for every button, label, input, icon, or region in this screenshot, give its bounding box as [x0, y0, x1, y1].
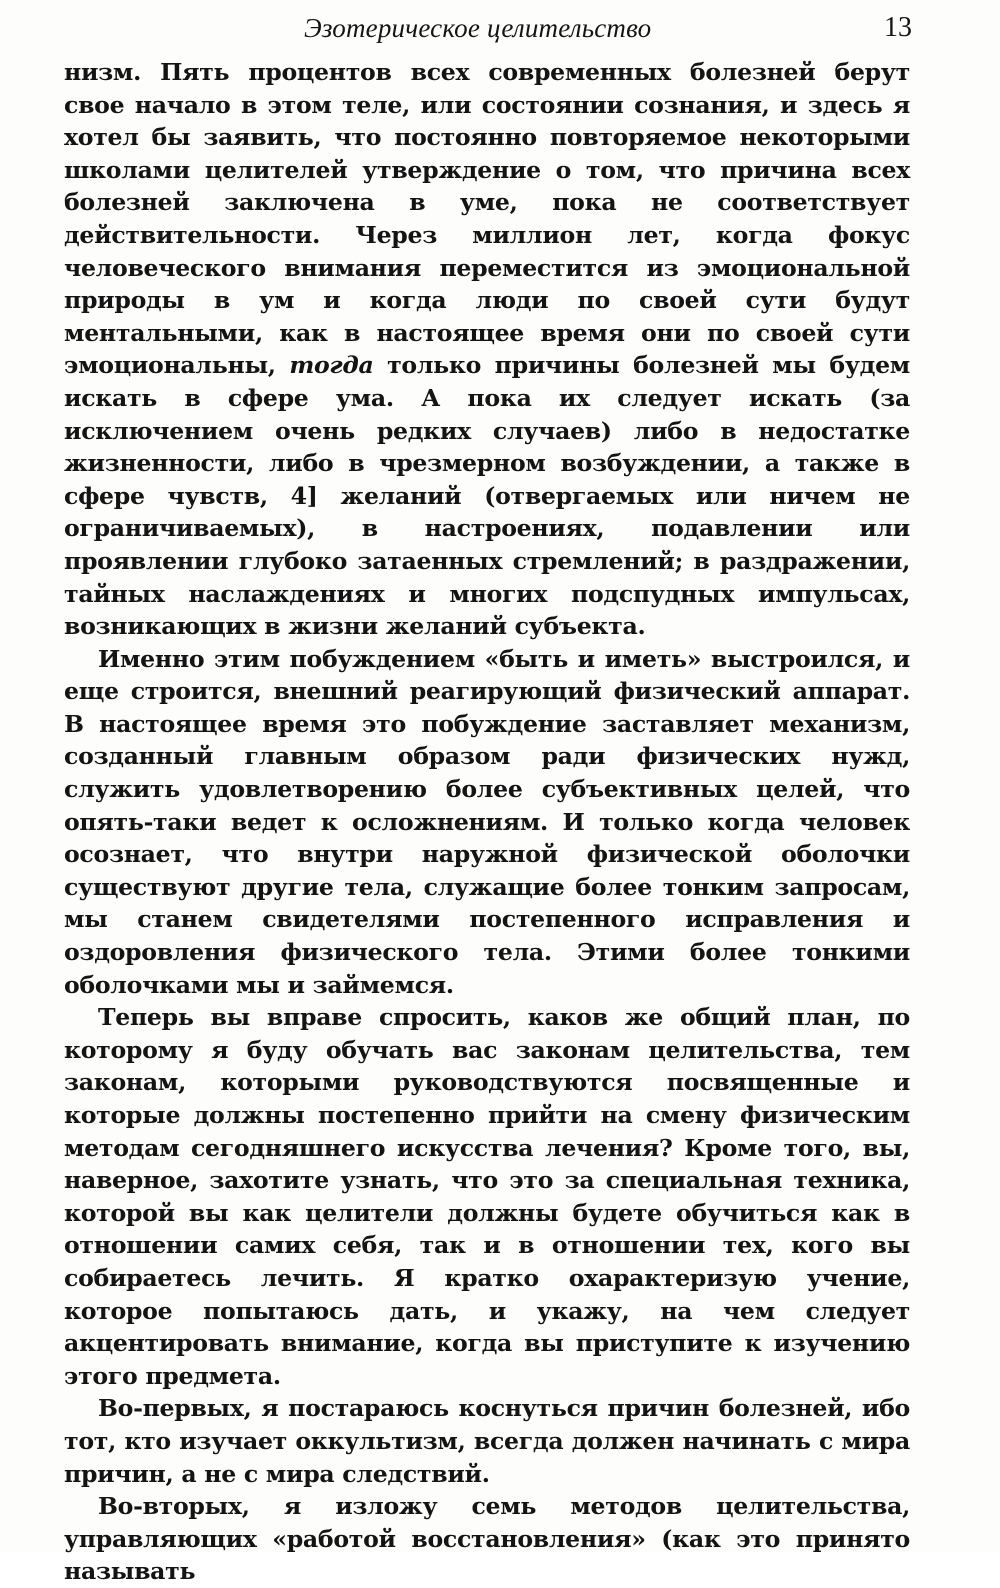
paragraph-1-part-1: низм. Пять процентов всех современных болезней берут свое начало в этом теле, или состоянии сознания, и здесь я хотел бы заявить, что постоянно повторяемое некоторыми школами целителей утверждение о том, что причина всех болезней заключена в уме, пока не соответствует действительности. Через миллион лет, когда фокус человеческого внимания переместится из эмоциональной природы в ум и когда люди по своей сути будут ментальными, как в настоящее время они по своей сути эмоциональны,: [64, 58, 910, 380]
running-title: Эзотерическое целительство: [304, 13, 652, 43]
page-number: 13: [884, 12, 912, 43]
paragraph-4: Во-первых, я постараюсь коснуться причин болезней, ибо тот, кто изучает оккультизм, всегда должен начинать с мира причин, а не с мира следствий.: [64, 1394, 910, 1488]
paragraph-1: [64, 56, 910, 643]
running-head: [0, 8, 1000, 48]
paragraph-3: Теперь вы вправе спросить, каков же общий план, по которому я буду обучать вас законам целительства, тем законам, которыми руководствуются посвященные и которые должны постепенно прийти на смену физическим методам сегодняшнего искусства лечения? Кроме того, вы, наверное, захотите узнать, что это за специальная техника, которой вы как целители должны будете обучиться как в отношении самих себя, так и в отношении тех, кого вы собираетесь лечить. Я кратко охарактеризую учение, которое попытаюсь дать, и укажу, на чем следует акцентировать внимание, когда вы приступите к изучению этого предмета.: [64, 1003, 910, 1390]
paragraph-1-part-2: только причины болезней мы будем искать в сфере ума. А пока их следует искать (за исключением очень редких случаев) либо в недостатке жизненности, либо в чрезмерном возбуждении, а также в сфере чувств, 4] желаний (отвергаемых или ничем не ограничиваемых), в настроениях, подавлении или проявлении глубоко затаенных стремлений; в раздражении, тайных наслаждениях и многих подспудных импульсах, возникающих в жизни желаний субъекта.: [64, 351, 910, 641]
paragraph-5: Во-вторых, я изложу семь методов целительства, управляющих «работой восстановления» (как это принято называть: [64, 1492, 910, 1586]
text-body: [64, 56, 910, 1588]
paragraph-2: Именно этим побуждением «быть и иметь» выстроился, и еще строится, внешний реагирующий физический аппарат. В настоящее время это побуждение заставляет механизм, созданный главным образом ради физических нужд, служить удовлетворению более субъективных целей, что опять-таки ведет к осложнениям. И только когда человек осознает, что внутри наружной физической оболочки существуют другие тела, служащие более тонким запросам, мы станем свидетелями постепенного исправления и оздоровления физического тела. Этими более тонкими оболочками мы и займемся.: [64, 644, 910, 999]
emphasis-word: тогда: [289, 351, 374, 380]
